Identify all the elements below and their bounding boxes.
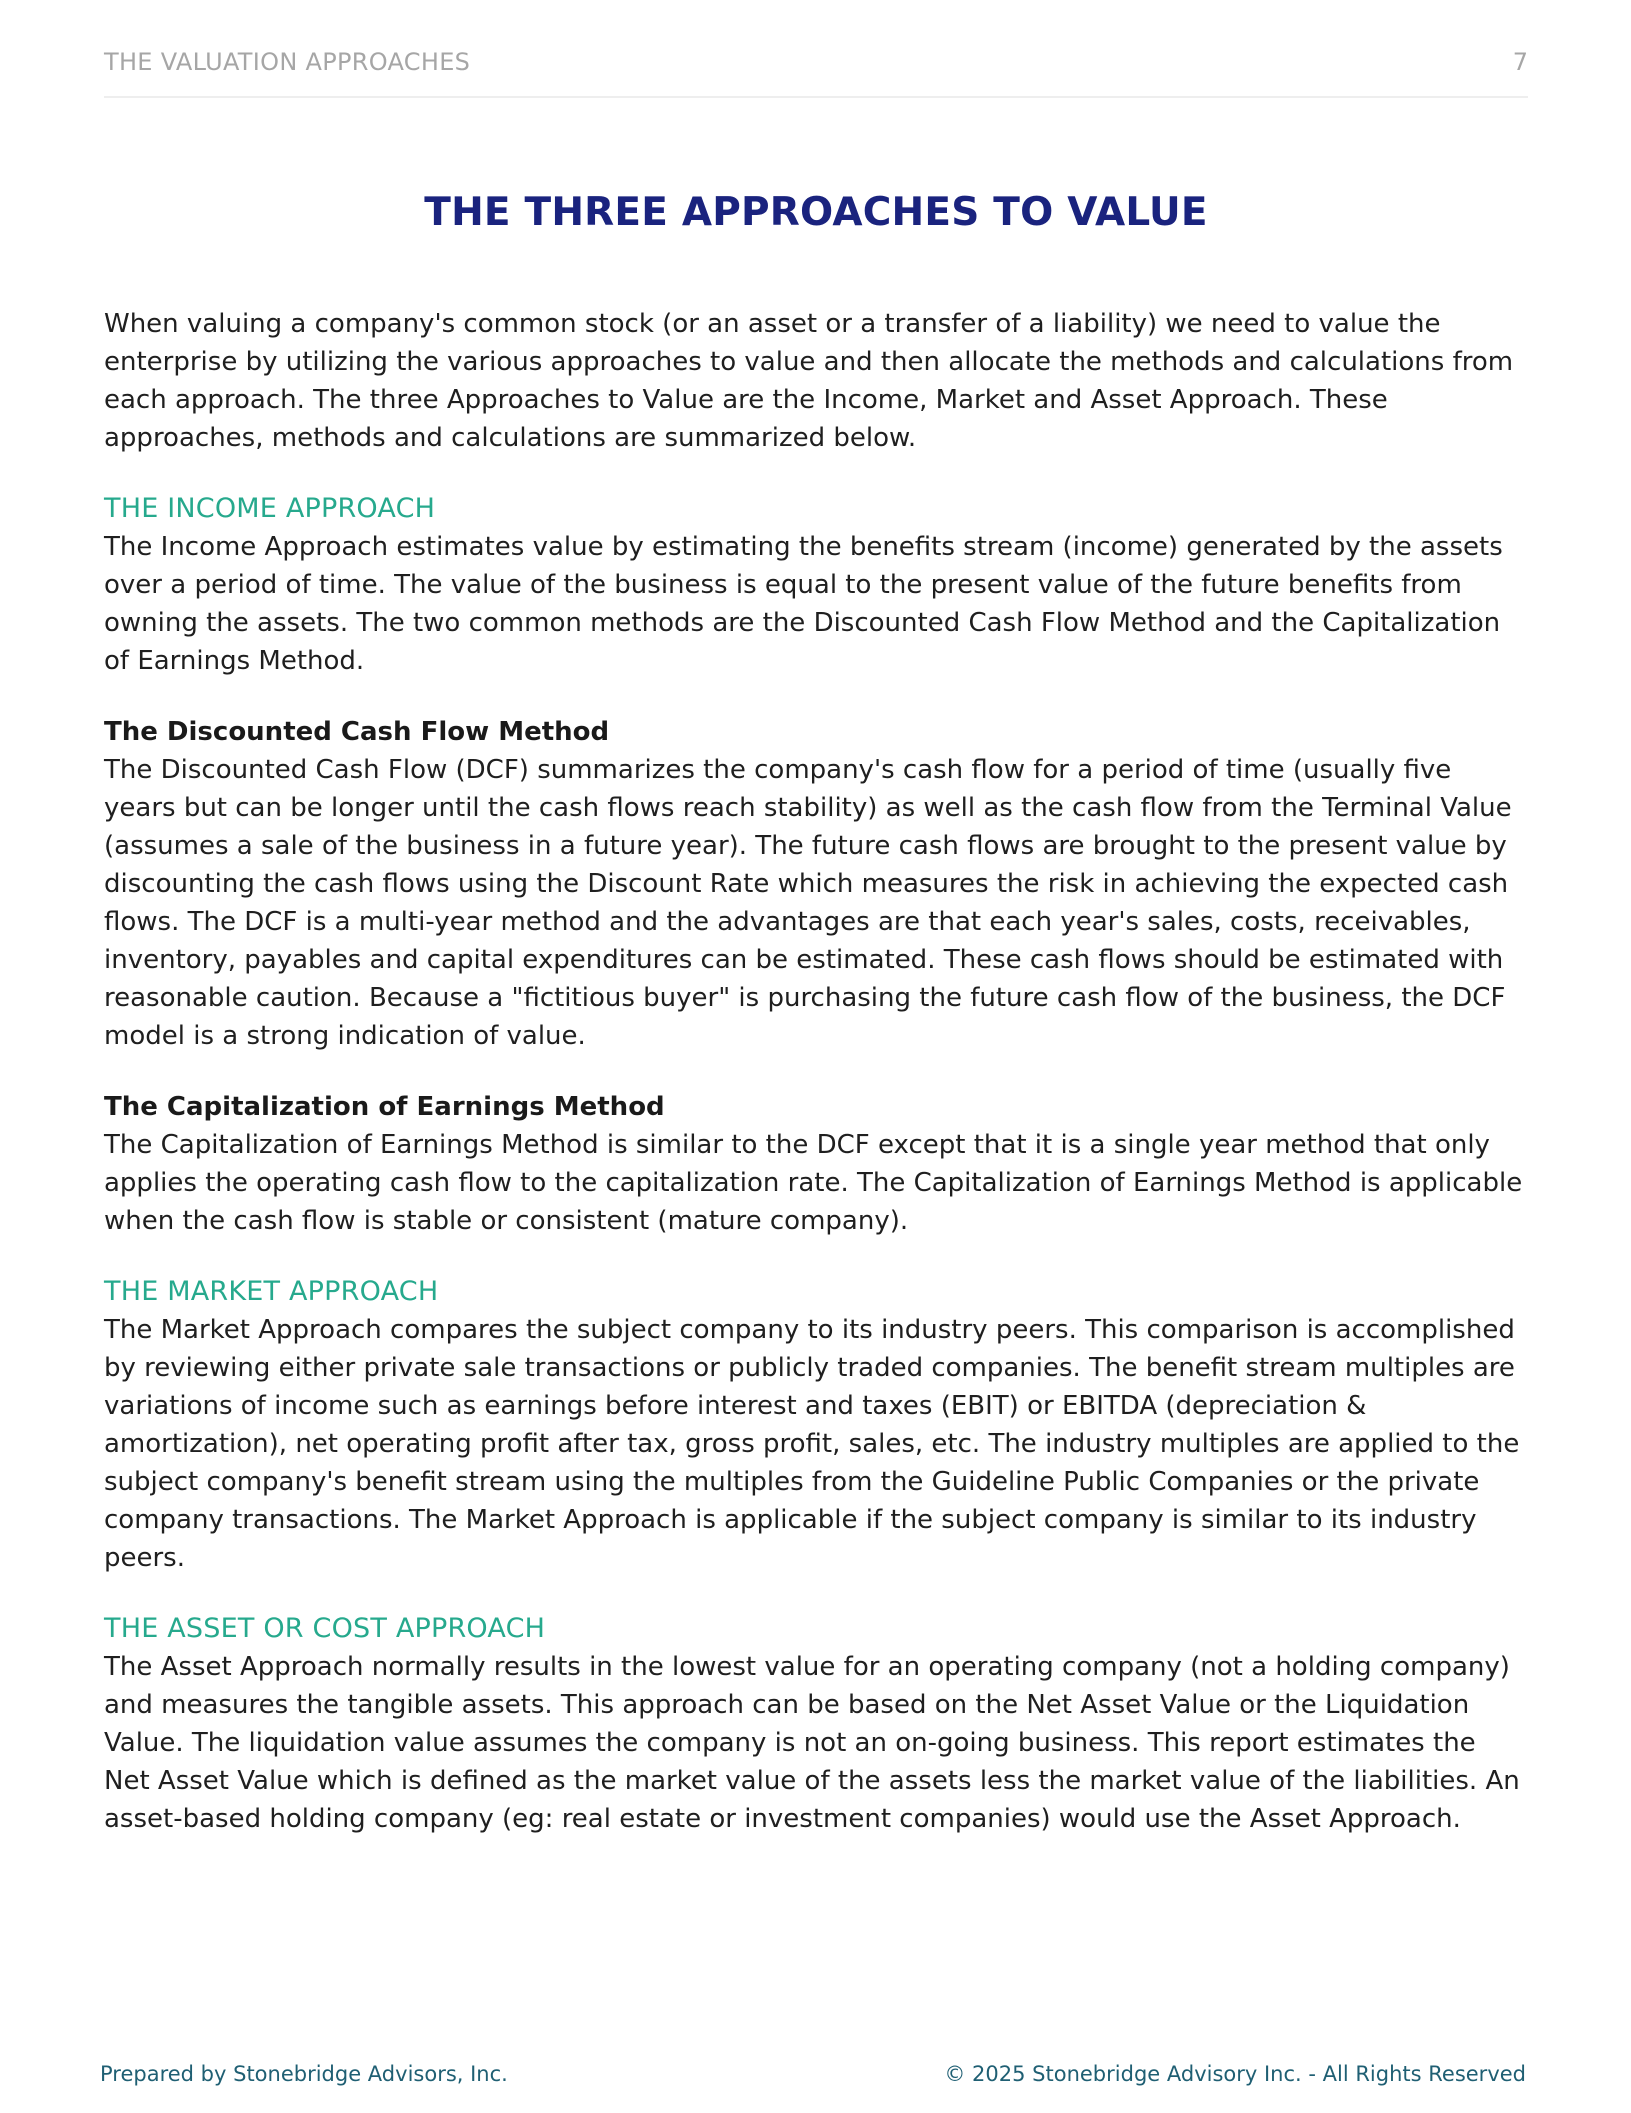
footer-prepared-by: Prepared by Stonebridge Advisors, Inc.: [100, 2062, 508, 2086]
asset-approach-heading: THE ASSET OR COST APPROACH: [104, 1613, 546, 1644]
cap-earnings-heading: The Capitalization of Earnings Method: [104, 1092, 665, 1122]
page-title: THE THREE APPROACHES TO VALUE: [424, 190, 1208, 235]
income-approach-paragraph: The Income Approach estimates value by estimating the benefits stream (income) generated by the assets over a period of time. The value of the business is equal to the present value of the future benefits from owning the assets. The two common methods are the Discounted Cash Flow Method and the Capitalization of Earnings Method.: [104, 532, 1503, 676]
document-body: [104, 305, 1528, 1871]
cap-earnings-section: [104, 1088, 1528, 1240]
dcf-method-paragraph: The Discounted Cash Flow (DCF) summarizes the company's cash flow for a period of time (usually five years but can be longer until the cash flows reach stability) as well as the cash flow from the Terminal Value (assumes a sale of the business in a future year). The future cash flows are brought to the present value by discounting the cash flows using the Discount Rate which measures the risk in achieving the expected cash flows. The DCF is a multi-year method and the advantages are that each year's sales, costs, receivables, inventory, payables and capital expenditures can be estimated. These cash flows should be estimated with reasonable caution. Because a "fictitious buyer" is purchasing the future cash flow of the business, the DCF model is a strong indication of value.: [104, 755, 1512, 1051]
income-approach-heading: THE INCOME APPROACH: [104, 493, 436, 524]
market-approach-paragraph: The Market Approach compares the subject company to its industry peers. This comparison is accomplished by reviewing either private sale transactions or publicly traded companies. The benefit stream multiples are variations of income such as earnings before interest and taxes (EBIT) or EBITDA (depreciation & amortization), net operating profit after tax, gross profit, sales, etc. The industry multiples are applied to the subject company's benefit stream using the multiples from the Guideline Public Companies or the private company transactions. The Market Approach is applicable if the subject company is similar to its industry peers.: [104, 1315, 1520, 1573]
page-number: 7: [1512, 48, 1528, 76]
page-header: [104, 40, 1528, 98]
market-approach-section: [104, 1273, 1528, 1577]
dcf-method-section: [104, 713, 1528, 1055]
income-approach-section: [104, 490, 1528, 680]
header-title: THE VALUATION APPROACHES: [104, 48, 471, 76]
market-approach-heading: THE MARKET APPROACH: [104, 1276, 439, 1307]
intro-paragraph: When valuing a company's common stock (or an asset or a transfer of a liability) we need to value the enterprise by utilizing the various approaches to value and then allocate the methods and calculations from each approach. The three Approaches to Value are the Income, Market and Asset Approach. These approaches, methods and calculations are summarized below.: [104, 309, 1514, 453]
page-footer: [100, 2062, 1526, 2094]
asset-approach-paragraph: The Asset Approach normally results in the lowest value for an operating company (not a holding company) and measures the tangible assets. This approach can be based on the Net Asset Value or the Liquidation Value. The liquidation value assumes the company is not an on-going business. This report estimates the Net Asset Value which is defined as the market value of the assets less the market value of the liabilities. An asset-based holding company (eg: real estate or investment companies) would use the Asset Approach.: [104, 1652, 1520, 1834]
asset-approach-section: [104, 1610, 1528, 1838]
cap-earnings-paragraph: The Capitalization of Earnings Method is similar to the DCF except that it is a single year method that only applies the operating cash flow to the capitalization rate. The Capitalization of Earnings Method is applicable when the cash flow is stable or consistent (mature company).: [104, 1130, 1523, 1236]
dcf-method-heading: The Discounted Cash Flow Method: [104, 717, 610, 747]
footer-copyright: © 2025 Stonebridge Advisory Inc. - All Rights Reserved: [944, 2062, 1526, 2086]
